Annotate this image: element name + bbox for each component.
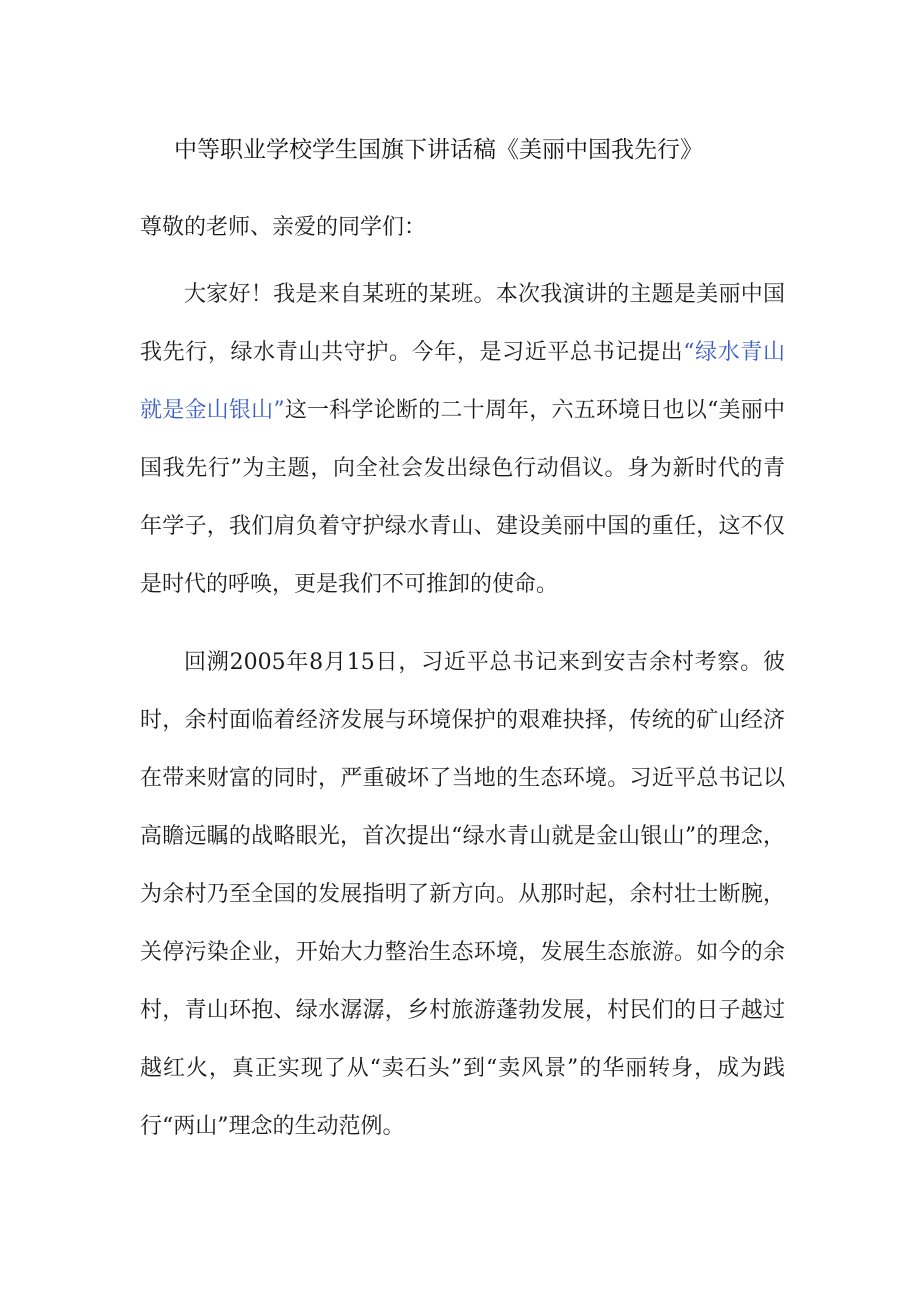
quote-link[interactable]: “绿水青山就是金山银山” <box>140 340 785 423</box>
document-title: 中等职业学校学生国旗下讲话稿《美丽中国我先行》 <box>174 137 703 163</box>
paragraph-intro-text-before: 大家好！我是来自某班的某班。本次我演讲的主题是美丽中国我先行，绿水青山共守护。今年，是习近平总书记提出 <box>140 282 785 365</box>
paragraph-intro-text-after: 这一科学论断的二十周年，六五环境日也以“美丽中国我先行”为主题，向全社会发出绿色行动倡议。身为新时代的青年学子，我们肩负着守护绿水青山、建设美丽中国的重任，这不仅是时代的呼唤，更是我们不可推卸的使命。 <box>140 398 785 597</box>
salutation: 尊敬的老师、亲爱的同学们： <box>140 215 427 240</box>
paragraph-history: 回溯2005年8月15日，习近平总书记来到安吉余村考察。彼时，余村面临着经济发展与环境保护的艰难抉择，传统的矿山经济在带来财富的同时，严重破坏了当地的生态环境。习近平总书记以高瞻远瞩的战略眼光，首次提出“绿水青山就是金山银山”的理念，为余村乃至全国的发展指明了新方向。从那时起，余村壮士断腕，关停污染企业，开始大力整治生态环境，发展生态旅游。如今的余村，青山环抱、绿水潺潺，乡村旅游蓬勃发展，村民们的日子越过越红火，真正实现了从“卖石头”到“卖风景”的华丽转身，成为践行“两山”理念的生动范例。 <box>140 650 785 1139</box>
paragraph-intro <box>140 266 785 614</box>
